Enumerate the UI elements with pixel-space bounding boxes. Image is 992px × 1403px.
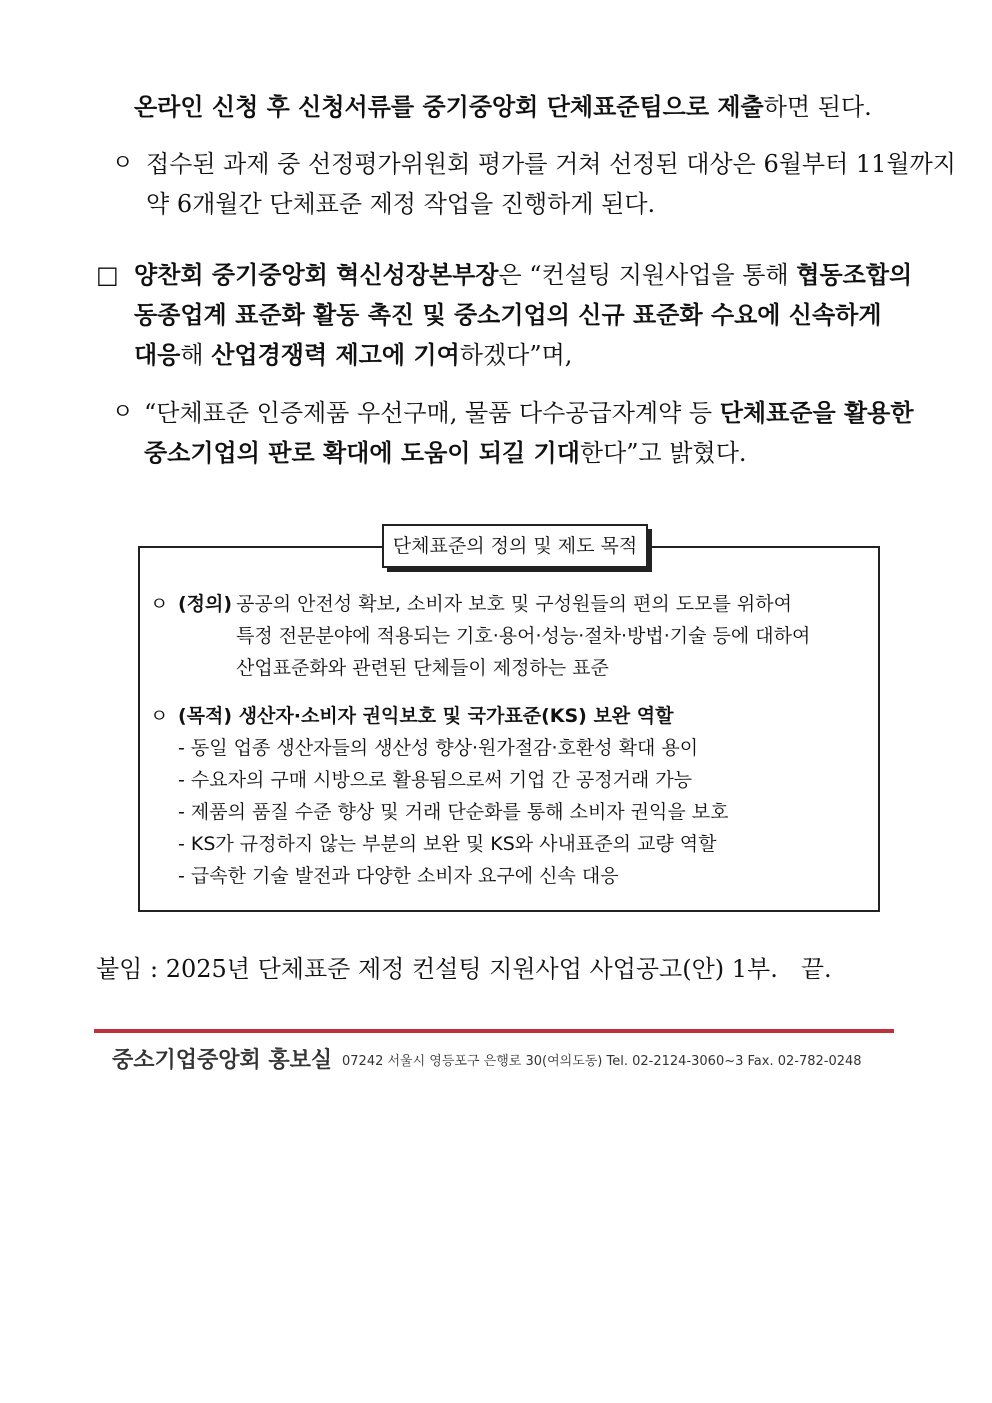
quote2-text-1: “단체표준 인증제품 우선구매, 물품 다수공급자계약 등 <box>144 399 720 427</box>
quote-text-3b: 해 <box>180 341 212 369</box>
def-line-1: 공공의 안전성 확보, 소비자 보호 및 구성원들의 편의 도모를 위하여 <box>236 593 792 615</box>
bullet-marker: ㅇ <box>112 400 134 425</box>
submission-rest: 하면 된다. <box>763 93 872 121</box>
checkbox-marker: □ <box>96 261 119 289</box>
quote-bold-1: 협동조합의 <box>796 260 913 289</box>
def-marker: ㅇ <box>150 593 169 615</box>
def-label: (정의) <box>178 593 233 615</box>
quote2-line-1 <box>144 396 914 430</box>
quote2-bold-1: 단체표준을 활용한 <box>719 398 914 427</box>
purpose-title: (목적) 생산자·소비자 권익보호 및 국가표준(KS) 보완 역할 <box>178 705 674 727</box>
definition-box-title: 단체표준의 정의 및 제도 목적 <box>382 524 648 568</box>
quote-line-3 <box>134 338 572 372</box>
footer-org-name: 중소기업중앙회 홍보실 <box>112 1048 333 1073</box>
purpose-item: - 급속한 기술 발전과 다양한 소비자 요구에 신속 대응 <box>178 865 619 887</box>
def-line-2: 특정 전문분야에 적용되는 기호·용어·성능·절차·방법·기술 등에 대하여 <box>236 625 811 647</box>
quote2-text-2: 한다”고 밝혔다. <box>579 439 747 467</box>
submission-line <box>134 90 872 124</box>
quote-line-1 <box>134 258 912 292</box>
purpose-item: - KS가 규정하지 않는 부분의 보완 및 KS와 사내표준의 교량 역할 <box>178 833 717 855</box>
submission-bold: 온라인 신청 후 신청서류를 중기중앙회 단체표준팀으로 제출 <box>134 92 764 121</box>
quote-bold-3a: 대응 <box>134 340 181 369</box>
footer-divider <box>94 1029 894 1033</box>
quote-line-2: 동종업계 표준화 활동 촉진 및 중소기업의 신규 표준화 수요에 신속하게 <box>134 300 882 329</box>
purpose-marker: ㅇ <box>150 705 169 727</box>
quote-text-3d: 하겠다”며, <box>459 341 573 369</box>
bullet-marker: ㅇ <box>112 151 134 176</box>
purpose-item: - 수요자의 구매 시방으로 활용됨으로써 기업 간 공정거래 가능 <box>178 769 693 791</box>
quote2-bold-2: 중소기업의 판로 확대에 도움이 되길 기대 <box>144 438 580 467</box>
purpose-item: - 제품의 품질 수준 향상 및 거래 단순화를 통해 소비자 권익을 보호 <box>178 801 729 823</box>
def-line-3: 산업표준화와 관련된 단체들이 제정하는 표준 <box>236 657 609 679</box>
footer-address: 07242 서울시 영등포구 은행로 30(여의도동) Tel. 02-2124-3060~3 Fax. 02-782-0248 <box>342 1054 862 1069</box>
quote-bold-3c: 산업경쟁력 제고에 기여 <box>211 340 460 369</box>
quote2-line-2 <box>144 436 747 470</box>
speaker-name: 양찬회 중기중앙회 혁신성장본부장 <box>134 260 499 289</box>
selection-line-2: 약 6개월간 단체표준 제정 작업을 진행하게 된다. <box>146 190 656 218</box>
attachment-line: 붙임 : 2025년 단체표준 제정 컨설팅 지원사업 사업공고(안) 1부. 끝. <box>96 955 832 983</box>
selection-line-1: 접수된 과제 중 선정평가위원회 평가를 거쳐 선정된 대상은 6월부터 11월까지 <box>146 150 956 178</box>
quote-text-1: 은 “컨설팅 지원사업을 통해 <box>498 261 797 289</box>
purpose-item: - 동일 업종 생산자들의 생산성 향상·원가절감·호환성 확대 용이 <box>178 737 699 759</box>
